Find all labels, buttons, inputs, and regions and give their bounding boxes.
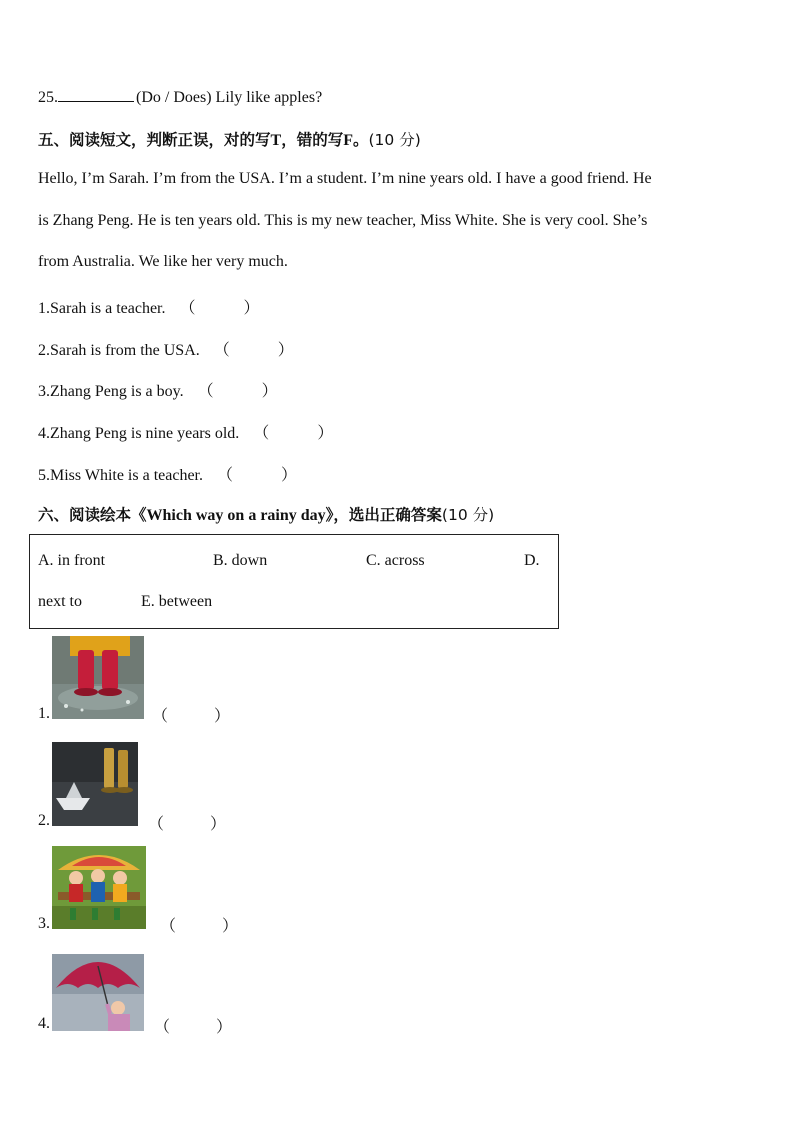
picture-item [38, 742, 278, 834]
passage-line: from Australia. We like her very much. [38, 253, 288, 270]
options-box [29, 534, 559, 629]
option-b: B. down [213, 552, 268, 569]
tf-question [38, 295, 260, 318]
paper-boat-photo [52, 742, 138, 826]
answer-blank[interactable] [58, 87, 134, 102]
section-5-heading [38, 128, 421, 150]
item-number: 4. [38, 1015, 50, 1032]
answer-parentheses[interactable]: （ ） [213, 342, 294, 359]
heading-text: 》，选出正确答案 [325, 506, 442, 524]
item-number: 2. [38, 812, 50, 829]
heading-score: (10 分) [368, 131, 421, 149]
answer-parentheses[interactable]: （ ） [160, 918, 239, 935]
item-number: 1. [38, 705, 50, 722]
tf-question [38, 378, 278, 401]
picture-item [38, 636, 278, 726]
tf-question [38, 420, 333, 443]
children-bench-photo [52, 846, 146, 929]
option-d-continued: next to [38, 593, 82, 610]
question-number: 25. [38, 89, 58, 106]
heading-score: (10 分) [441, 506, 495, 524]
section-6-heading [38, 503, 494, 525]
option-d: D. [524, 552, 540, 569]
heading-text: 五、阅读短文，判断正误，对的写 [38, 131, 271, 149]
option-e: E. between [141, 593, 213, 610]
red-umbrella-photo [52, 954, 144, 1031]
heading-text: 。 [352, 131, 369, 149]
tf-question-text: 4.Zhang Peng is nine years old. [38, 425, 240, 442]
option-c: C. across [366, 552, 425, 569]
passage-line: Hello, I’m Sarah. I’m from the USA. I’m a student. I’m nine years old. I have a good friend. He [38, 170, 652, 187]
picture-item [38, 954, 278, 1036]
question-25 [38, 87, 322, 107]
heading-text: 六、阅读绘本《 [38, 506, 147, 524]
rain-boots-photo [52, 636, 144, 719]
tf-question-text: 2.Sarah is from the USA. [38, 342, 200, 359]
heading-t: T [270, 132, 282, 149]
item-number: 3. [38, 915, 50, 932]
answer-parentheses[interactable]: （ ） [148, 816, 227, 833]
tf-question [38, 337, 294, 360]
passage-line: is Zhang Peng. He is ten years old. This is my new teacher, Miss White. She is very cool. She’s [38, 212, 648, 229]
answer-parentheses[interactable]: （ ） [152, 708, 231, 725]
tf-question-text: 1.Sarah is a teacher. [38, 300, 166, 317]
answer-parentheses[interactable]: （ ） [179, 300, 260, 317]
book-title: Which way on a rainy day [146, 507, 326, 524]
question-text: (Do / Does) Lily like apples? [136, 89, 323, 106]
heading-text: ，错的写 [281, 131, 344, 149]
answer-parentheses[interactable]: （ ） [197, 383, 278, 400]
tf-question-text: 3.Zhang Peng is a boy. [38, 383, 184, 400]
answer-parentheses[interactable]: （ ） [154, 1019, 233, 1036]
answer-parentheses[interactable]: （ ） [253, 425, 334, 442]
tf-question [38, 462, 297, 485]
option-a: A. in front [38, 552, 106, 569]
answer-parentheses[interactable]: （ ） [217, 467, 298, 484]
heading-f: F [343, 132, 353, 149]
tf-question-text: 5.Miss White is a teacher. [38, 467, 203, 484]
picture-item [38, 846, 278, 936]
